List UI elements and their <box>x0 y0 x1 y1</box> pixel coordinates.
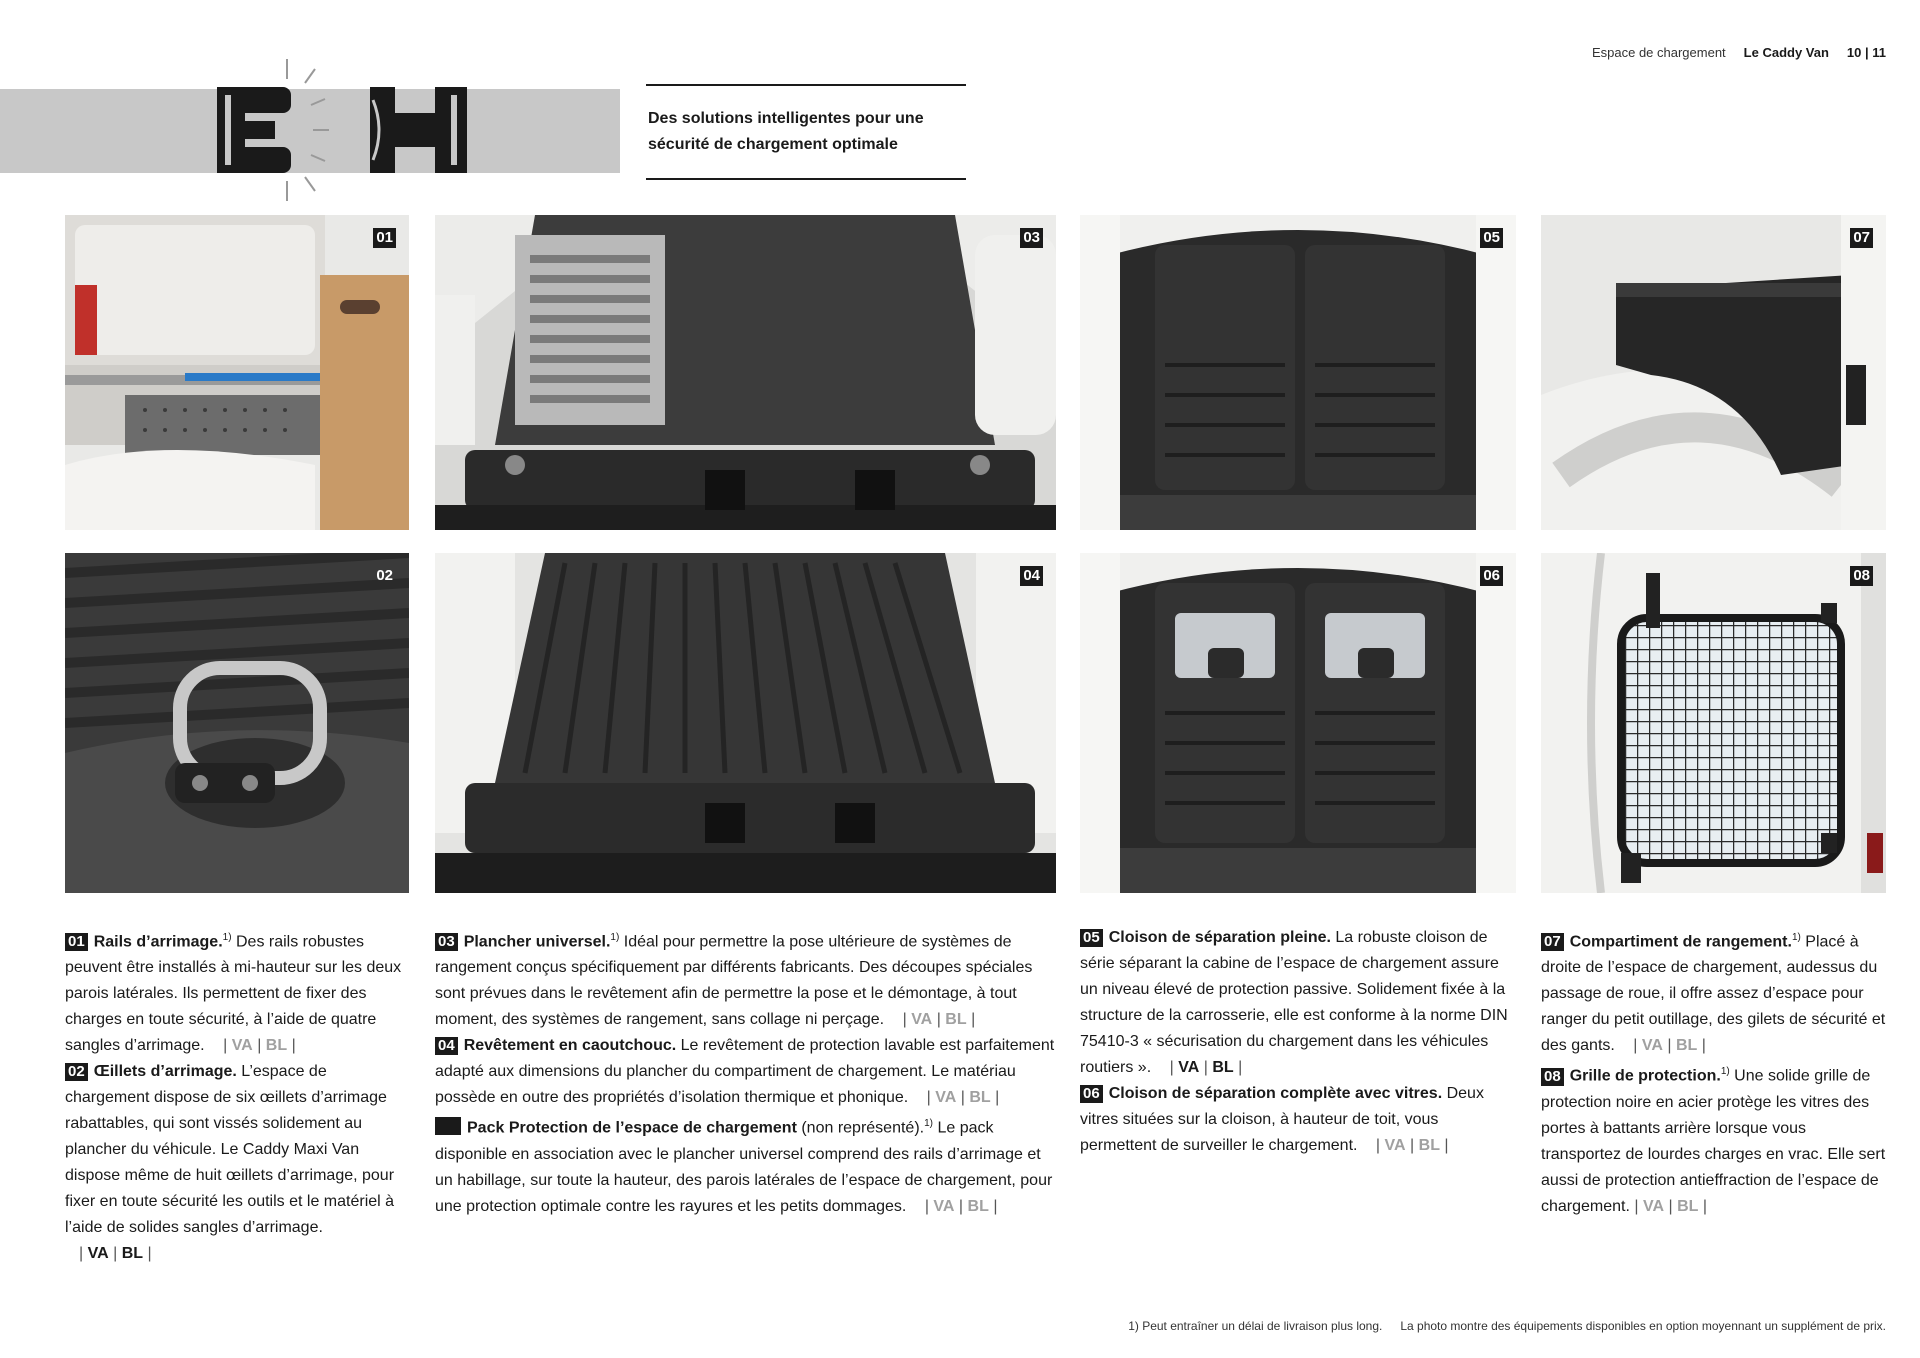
photo-06-partition-windows <box>1080 553 1516 893</box>
availability-tag: | VA | BL | <box>924 1197 998 1215</box>
item-title: Cloison de séparation pleine. <box>1108 929 1331 946</box>
item-number: 03 <box>435 933 458 951</box>
text-column-1 <box>65 925 409 1267</box>
tagline <box>646 84 966 180</box>
item-text: Placé à droite de l’espace de chargement, audessus du passage de roue, il offre assez d’espace pour ranger du petit outillage, des gilets de sécurité et des gants. <box>1541 933 1886 1055</box>
item-title: Compartiment de rangement. <box>1569 933 1792 951</box>
item-04 <box>435 1033 1056 1111</box>
photo-badge-07: 07 <box>1850 228 1873 248</box>
availability-tag: | VA | BL | <box>79 1245 152 1263</box>
item-number: 07 <box>1541 933 1564 951</box>
photo-badge-02: 02 <box>376 567 393 584</box>
photo-04-rubber-lining <box>435 553 1056 893</box>
item-title: Revêtement en caoutchouc. <box>463 1037 677 1055</box>
buckle-icon <box>205 55 475 205</box>
photo-07-storage <box>1541 215 1886 530</box>
availability-tag: | VA | BL | <box>926 1089 1000 1107</box>
item-06 <box>1080 1081 1516 1159</box>
availability-tag: | VA | BL | <box>1634 1197 1708 1215</box>
footnote-ref: 1) <box>1791 932 1801 943</box>
item-title: Plancher universel. <box>463 933 611 951</box>
photo-badge-04: 04 <box>1020 566 1043 586</box>
availability-tag: | VA | BL | <box>1375 1137 1449 1154</box>
photo-02-eyelet <box>65 553 409 893</box>
item-text: Le revêtement de protection lavable est parfaitement adapté aux dimensions du plancher du compartiment de chargement. Le matériau possède en outre des propriétés d’isolation thermique et phonique. <box>435 1037 1055 1107</box>
tagline-line-2: sécurité de chargement optimale <box>648 136 898 153</box>
header-nav <box>1592 45 1886 60</box>
photo-08-grille <box>1541 553 1886 893</box>
photo-badge-05: 05 <box>1480 228 1503 248</box>
item-text: Une solide grille de protection noire en acier protège les vitres des portes à battants arrière lorsque vous transportez de lourdes charges en vrac. Elle sert aussi de protection antieffraction de l’espace de chargement. <box>1541 1067 1886 1215</box>
item-01 <box>65 925 409 1059</box>
item-number: 05 <box>1080 929 1103 947</box>
text-column-4 <box>1541 925 1886 1220</box>
item-text: La robuste cloison de série séparant la cabine de l’espace de chargement assure un niveau élevé de protection passive. Solidement fixée à la structure de la carrosserie, elle est conforme à la norme DIN 75410-3 « sécurisation du chargement dans les véhicules routiers ». <box>1080 929 1508 1076</box>
footnote-ref: 1) <box>610 932 620 943</box>
item-title: Rails d’arrimage. <box>93 933 223 951</box>
item-number: 01 <box>65 933 88 951</box>
item-text: Idéal pour permettre la pose ultérieure de systèmes de rangement conçus spécifiquement par différents fabricants. Des découpes spéciales sont prévues dans le revêtement afin de permettre la pose et le démontage, à tout moment, des systèmes de rangement, sans collage ni perçage. <box>435 933 1033 1029</box>
item-pack <box>435 1111 1056 1219</box>
item-marker <box>435 1117 461 1135</box>
availability-tag: | VA | BL | <box>902 1011 976 1029</box>
photo-01-rails <box>65 215 409 530</box>
section-title: Espace de chargement <box>1591 45 1726 60</box>
item-title: Grille de protection. <box>1569 1067 1721 1085</box>
availability-tag: | VA | BL | <box>1633 1037 1706 1055</box>
item-title: Cloison de séparation complète avec vitres. <box>1108 1085 1443 1102</box>
item-02 <box>65 1059 409 1267</box>
item-08 <box>1541 1059 1886 1219</box>
footnote-1: 1) Peut entraîner un délai de livraison plus long. <box>1128 1319 1383 1333</box>
footnotes <box>1128 1319 1886 1333</box>
item-number: 08 <box>1541 1068 1564 1086</box>
photo-badge-03: 03 <box>1020 228 1043 248</box>
item-title: Pack Protection de l’espace de chargement <box>467 1119 797 1137</box>
item-number: 04 <box>435 1037 458 1055</box>
footnote-ref: 1) <box>1720 1066 1730 1078</box>
text-column-3 <box>1080 925 1516 1159</box>
item-number: 06 <box>1080 1085 1103 1103</box>
item-05 <box>1080 925 1516 1081</box>
item-text: L’espace de chargement dispose de six œillets d’arrimage rabattables, qui sont vissés solidement au plancher du véhicule. Le Caddy Maxi Van dispose même de huit œillets d’arrimage, pour fixer en toute sécurité les outils et le matériel à l’aide de solides sangles d’arrimage. <box>65 1063 395 1237</box>
item-text: Le pack disponible en association avec le plancher universel comprend des rails d’arrimage et un habillage, sur toute la hauteur, des parois latérales de l’espace de chargement, pour une protection optimale contre les rayures et les petits dommages. <box>435 1119 1053 1215</box>
footnote-2: La photo montre des équipements disponibles en option moyennant un supplément de prix. <box>1400 1319 1886 1333</box>
item-03 <box>435 925 1056 1033</box>
photo-03-universal-floor <box>435 215 1056 530</box>
item-note: (non représenté). <box>796 1119 925 1137</box>
model-name: Le Caddy Van <box>1743 45 1829 60</box>
photo-05-partition <box>1080 215 1516 530</box>
item-text: Deux vitres situées sur la cloison, à hauteur de toit, vous permettent de surveiller le chargement. <box>1080 1085 1484 1154</box>
availability-tag: | VA | BL | <box>223 1037 296 1055</box>
availability-tag: | VA | BL | <box>1169 1059 1243 1076</box>
tagline-line-1: Des solutions intelligentes pour une <box>648 110 924 127</box>
photo-badge-08: 08 <box>1850 566 1873 586</box>
item-title: Œillets d’arrimage. <box>93 1063 237 1081</box>
item-number: 02 <box>65 1063 88 1081</box>
text-column-2 <box>435 925 1056 1220</box>
photo-badge-06: 06 <box>1480 566 1503 586</box>
item-07 <box>1541 925 1886 1059</box>
photo-badge-01: 01 <box>373 228 396 248</box>
footnote-ref: 1) <box>222 932 232 943</box>
item-text: Des rails robustes peuvent être installés à mi-hauteur sur les deux parois latérales. Ils permettent de fixer des charges en toute sécurité, à l’aide de quatre sangles d’arrimage. <box>65 933 402 1055</box>
page-numbers: 10 | 11 <box>1846 45 1886 60</box>
footnote-ref: 1) <box>924 1118 933 1130</box>
